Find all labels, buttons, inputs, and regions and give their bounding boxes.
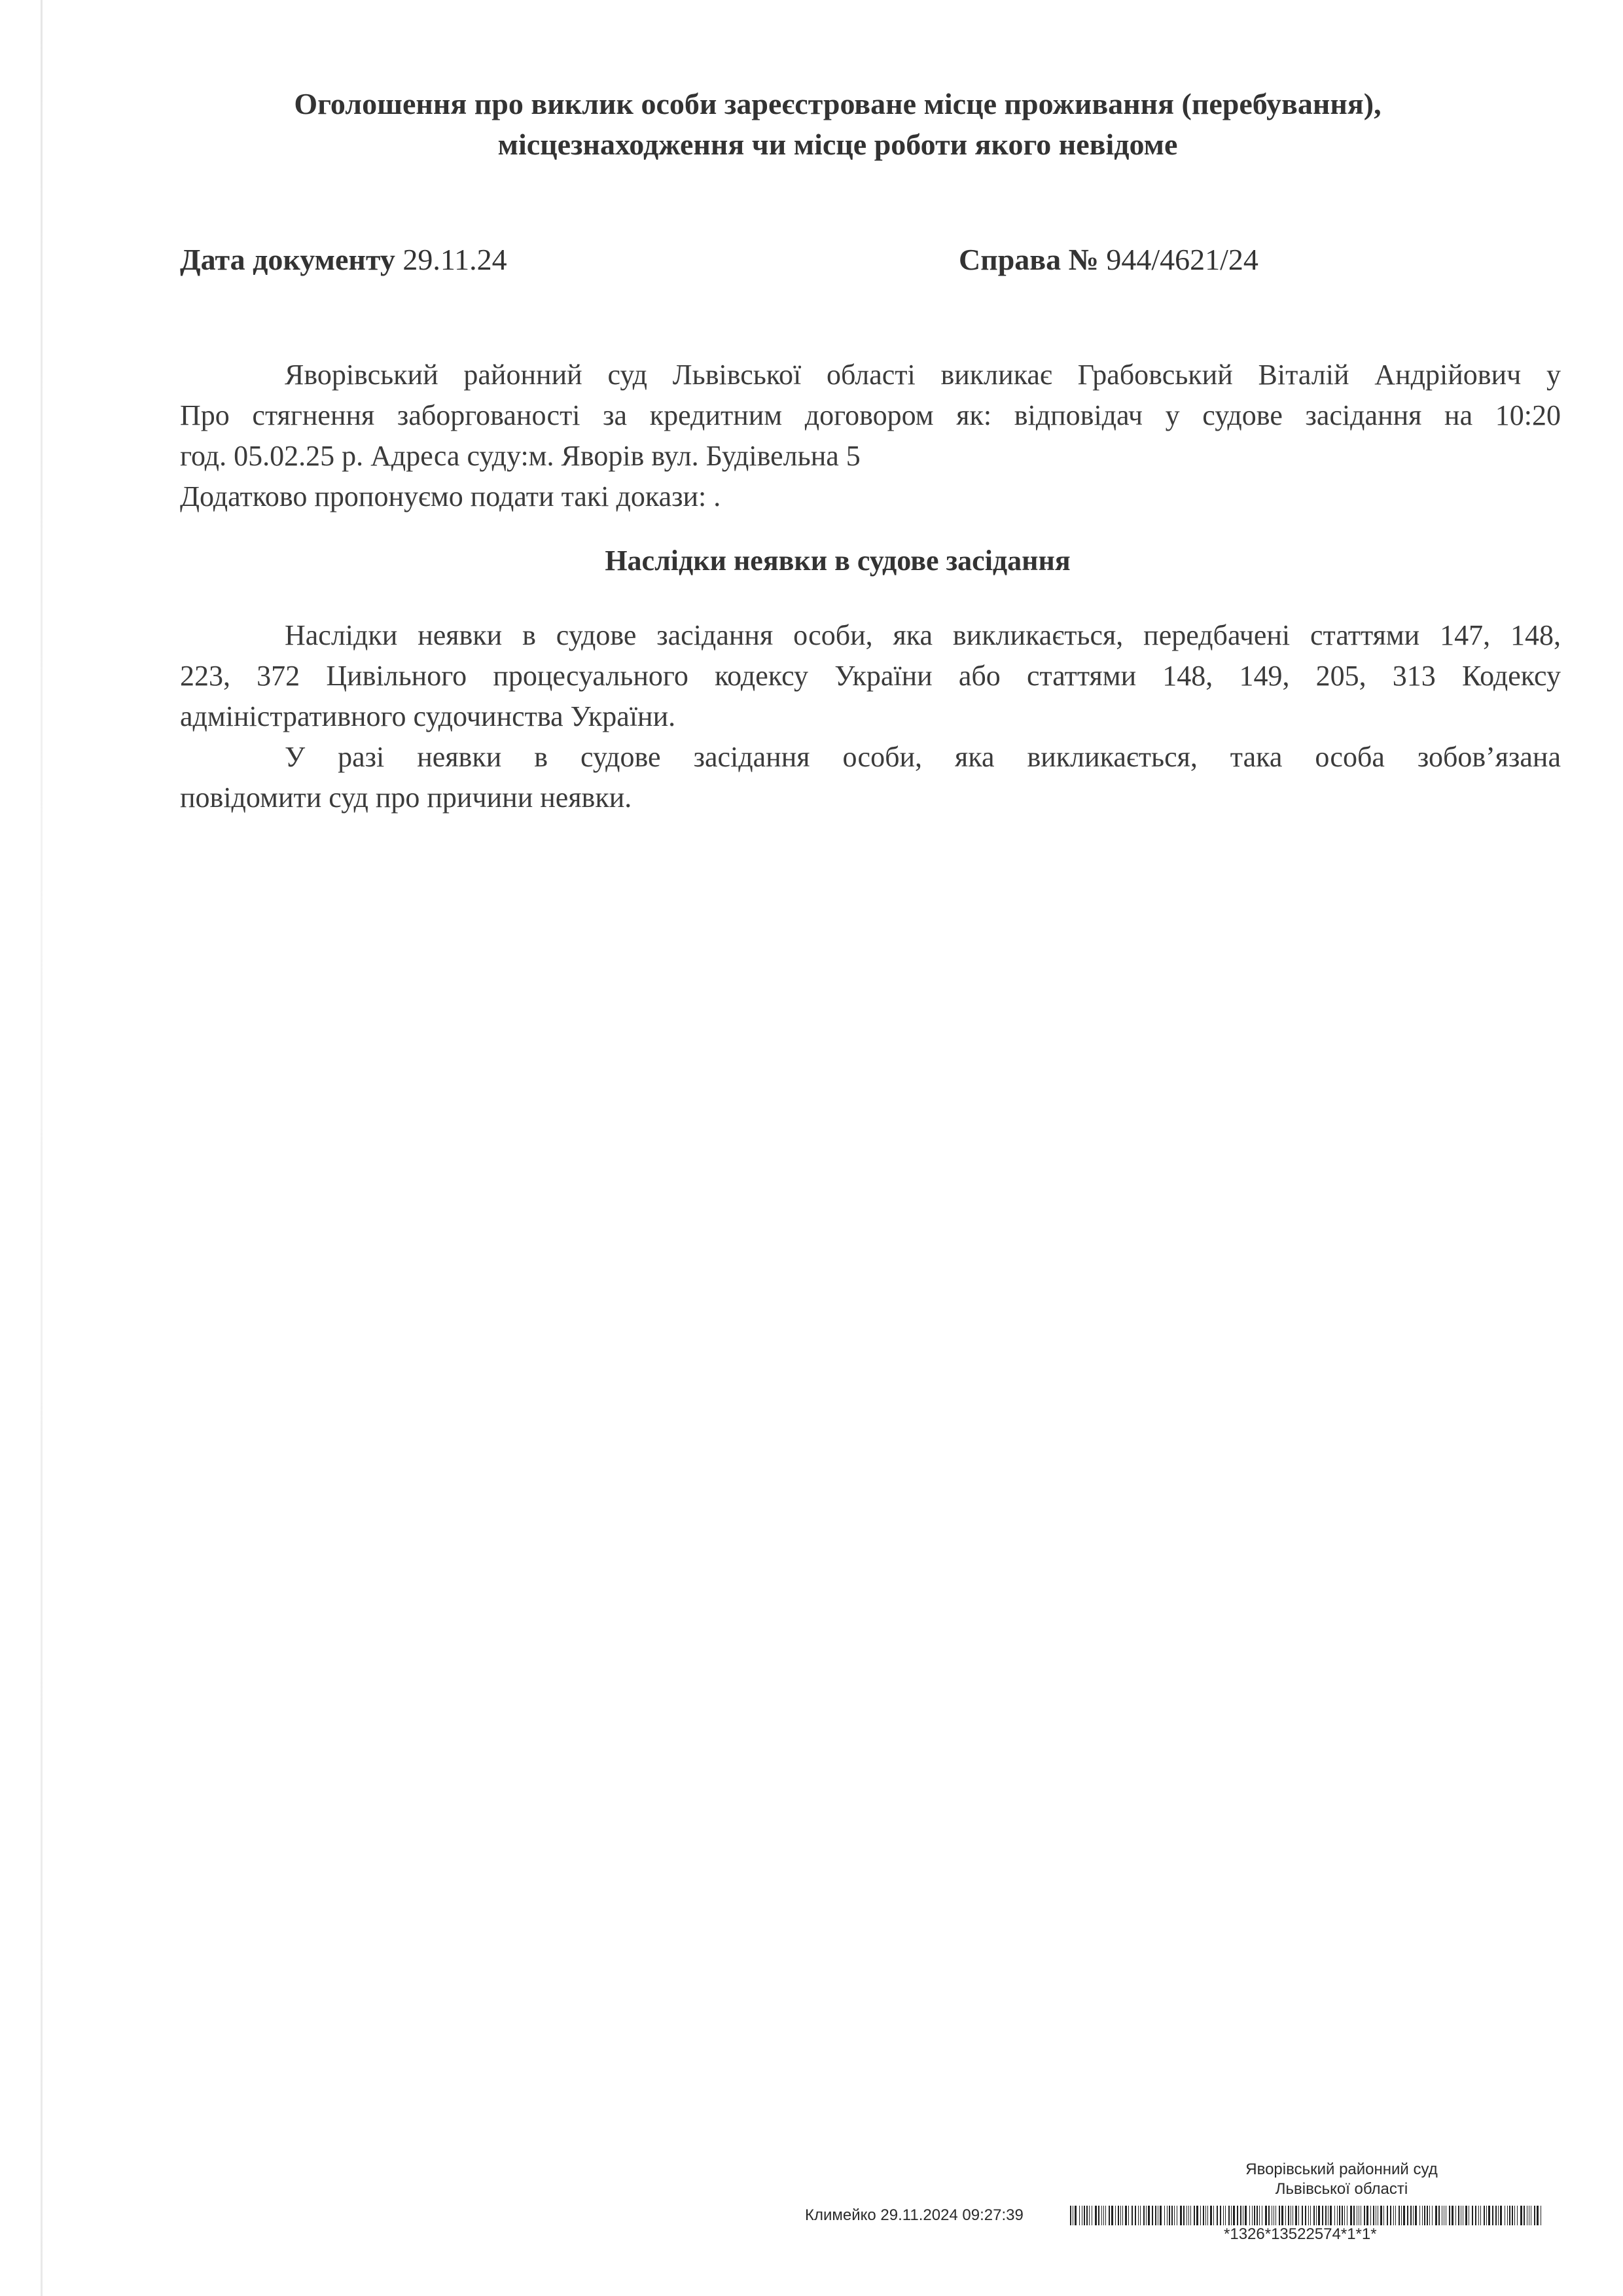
- barcode-bar: [1429, 2206, 1430, 2225]
- barcode-bar: [1512, 2206, 1513, 2225]
- barcode-bar: [1509, 2206, 1510, 2225]
- barcode-bar: [1350, 2206, 1352, 2225]
- barcode-bar: [1537, 2206, 1539, 2225]
- barcode-bar: [1449, 2206, 1450, 2225]
- barcode-bar: [1330, 2206, 1332, 2225]
- barcode-bar: [1196, 2206, 1198, 2225]
- barcode-bar: [1364, 2206, 1365, 2225]
- barcode-bar: [1205, 2206, 1206, 2225]
- barcode-bar: [1344, 2206, 1345, 2225]
- consequences-p2-line-1: У разі неявки в судове засідання особи, яка викликається, така особа зобов’язана: [285, 741, 1561, 773]
- barcode-bar: [1498, 2206, 1499, 2225]
- barcode-bar: [1249, 2206, 1250, 2225]
- barcode-bar: [1070, 2206, 1071, 2225]
- barcode-bar: [1514, 2206, 1515, 2225]
- barcode-bar: [1302, 2206, 1303, 2225]
- barcode-bar: [1370, 2206, 1371, 2225]
- barcode-bar: [1188, 2206, 1189, 2225]
- barcode-bar: [1213, 2206, 1214, 2225]
- barcode-bar: [1089, 2206, 1090, 2225]
- barcode-bar: [1500, 2206, 1502, 2225]
- barcode-bar: [1422, 2206, 1423, 2225]
- barcode-bar: [1217, 2206, 1218, 2225]
- barcode-bar: [1366, 2206, 1368, 2225]
- barcode-bar: [1507, 2206, 1508, 2225]
- barcode-bar: [1101, 2206, 1102, 2225]
- barcode-bar: [1207, 2206, 1208, 2225]
- barcode-bar: [1233, 2206, 1235, 2225]
- barcode-bar: [1410, 2206, 1412, 2225]
- barcode-bar: [1079, 2206, 1080, 2225]
- barcode-bar: [1245, 2206, 1247, 2225]
- barcode-bar: [1254, 2206, 1255, 2225]
- barcode-bar: [1190, 2206, 1191, 2225]
- scan-edge-shadow: [41, 0, 43, 2296]
- barcode-bar: [1210, 2206, 1212, 2225]
- document-meta: [180, 240, 1554, 285]
- barcode-bar: [1231, 2206, 1232, 2225]
- barcode-bar: [1174, 2206, 1175, 2225]
- barcode-bar: [1118, 2206, 1119, 2225]
- stamp-clerk-timestamp: Климейко 29.11.2024 09:27:39: [805, 2206, 1024, 2224]
- stamp-court-line-1: Яворівський районний суд: [1245, 2161, 1438, 2178]
- barcode-bar: [1486, 2206, 1487, 2225]
- barcode-bar: [1310, 2206, 1311, 2225]
- barcode-bar: [1517, 2206, 1518, 2225]
- barcode-bar: [1125, 2206, 1127, 2225]
- stamp-court-name: [1204, 2160, 1479, 2199]
- barcode-bar: [1086, 2206, 1088, 2225]
- barcode-bar: [1339, 2206, 1340, 2225]
- barcode-bar: [1387, 2206, 1388, 2225]
- barcode-bar: [1140, 2206, 1141, 2225]
- summons-line-4: Додатково пропонуємо подати такі докази: .: [180, 480, 721, 512]
- barcode-bar: [1334, 2206, 1335, 2225]
- barcode-bar: [1265, 2206, 1267, 2225]
- barcode-bar: [1458, 2206, 1459, 2225]
- barcode-bar: [1534, 2206, 1535, 2225]
- barcode-bar: [1399, 2206, 1400, 2225]
- barcode-bar: [1169, 2206, 1170, 2225]
- consequences-text: [180, 615, 1561, 818]
- barcode-bar: [1424, 2206, 1425, 2225]
- case-label: Справа №: [959, 243, 1099, 276]
- barcode-graphic: [1070, 2206, 1544, 2225]
- barcode-bar: [1313, 2206, 1315, 2225]
- barcode-bar: [1427, 2206, 1428, 2225]
- barcode-bar: [1472, 2206, 1473, 2225]
- barcode-bar: [1237, 2206, 1238, 2225]
- barcode-bar: [1524, 2206, 1525, 2225]
- barcode-bar: [1155, 2206, 1156, 2225]
- barcode-bar: [1308, 2206, 1309, 2225]
- barcode-bar: [1098, 2206, 1099, 2225]
- barcode-bar: [1120, 2206, 1121, 2225]
- barcode-bar: [1095, 2206, 1097, 2225]
- barcode-bar: [1164, 2206, 1165, 2225]
- consequences-p1-line-2: 223, 372 Цивільного процесуального кодексу України або статтями 148, 149, 205, 313 Кодексу: [180, 660, 1561, 692]
- barcode-bar: [1318, 2206, 1320, 2225]
- barcode-bar: [1203, 2206, 1204, 2225]
- barcode-bar: [1435, 2206, 1437, 2225]
- barcode-bar: [1122, 2206, 1123, 2225]
- stamp-court-line-2: Львівської області: [1275, 2180, 1408, 2198]
- barcode-bar: [1316, 2206, 1317, 2225]
- barcode-bar: [1268, 2206, 1270, 2225]
- barcode-bar: [1383, 2206, 1384, 2225]
- barcode-bar: [1252, 2206, 1253, 2225]
- barcode-bar: [1143, 2206, 1145, 2225]
- barcode-bar: [1146, 2206, 1147, 2225]
- barcode-bar: [1275, 2206, 1276, 2225]
- title-line-1: Оголошення про виклик особи зареєстроване місце проживання (перебування),: [294, 87, 1382, 120]
- barcode-bar: [1480, 2206, 1481, 2225]
- barcode-bar: [1171, 2206, 1173, 2225]
- barcode-bar: [1520, 2206, 1522, 2225]
- barcode-bar: [1305, 2206, 1306, 2225]
- barcode-bar: [1484, 2206, 1485, 2225]
- barcode-bar: [1380, 2206, 1382, 2225]
- barcode-bar: [1180, 2206, 1182, 2225]
- barcode-bar: [1225, 2206, 1226, 2225]
- barcode-bar: [1403, 2206, 1405, 2225]
- barcode-bar: [1160, 2206, 1162, 2225]
- barcode-bar: [1455, 2206, 1456, 2225]
- barcode-bar: [1115, 2206, 1116, 2225]
- barcode-bar: [1183, 2206, 1185, 2225]
- barcode-bar: [1200, 2206, 1201, 2225]
- barcode-bar: [1223, 2206, 1224, 2225]
- barcode-bar: [1103, 2206, 1104, 2225]
- barcode-bar: [1395, 2206, 1396, 2225]
- barcode-bar: [1109, 2206, 1110, 2225]
- barcode-bar: [1298, 2206, 1299, 2225]
- barcode-bar: [1285, 2206, 1286, 2225]
- barcode-bar: [1465, 2206, 1467, 2225]
- barcode-bar: [1084, 2206, 1085, 2225]
- barcode-bar: [1337, 2206, 1338, 2225]
- barcode-bar: [1393, 2206, 1394, 2225]
- barcode-bar: [1353, 2206, 1355, 2225]
- barcode-bar: [1194, 2206, 1195, 2225]
- barcode-bar: [1075, 2206, 1077, 2225]
- barcode-bar: [1432, 2206, 1433, 2225]
- barcode-bar: [1322, 2206, 1323, 2225]
- document-date: [180, 240, 507, 280]
- barcode-bar: [1488, 2206, 1490, 2225]
- date-value: 29.11.24: [402, 243, 507, 276]
- barcode-bar: [1495, 2206, 1497, 2225]
- summons-line-3: год. 05.02.25 р. Адреса суду:м. Яворів вул. Будівельна 5: [180, 440, 861, 472]
- summons-text: [180, 355, 1561, 517]
- barcode-bar: [1288, 2206, 1289, 2225]
- barcode-bar: [1407, 2206, 1408, 2225]
- barcode-bar: [1438, 2206, 1440, 2225]
- barcode-bar: [1220, 2206, 1221, 2225]
- case-number: [959, 240, 1258, 280]
- barcode-bar: [1259, 2206, 1260, 2225]
- document-title: [249, 84, 1427, 165]
- barcode-bar: [1186, 2206, 1187, 2225]
- barcode-bar: [1413, 2206, 1414, 2225]
- barcode-bar: [1328, 2206, 1329, 2225]
- barcode-bar: [1240, 2206, 1241, 2225]
- barcode-bar: [1475, 2206, 1476, 2225]
- barcode-bar: [1281, 2206, 1283, 2225]
- barcode-bar: [1152, 2206, 1153, 2225]
- barcode-bar: [1452, 2206, 1454, 2225]
- date-label: Дата документу: [180, 243, 395, 276]
- barcode-bar: [1478, 2206, 1479, 2225]
- barcode-bar: [1132, 2206, 1133, 2225]
- barcode-bar: [1228, 2206, 1230, 2225]
- barcode-bar: [1390, 2206, 1391, 2225]
- barcode-bar: [1138, 2206, 1139, 2225]
- consequences-p1-line-1: Наслідки неявки в судове засідання особи, яка викликається, передбачені статтями 147, 148,: [285, 619, 1561, 651]
- barcode-bar: [1257, 2206, 1258, 2225]
- consequences-p1-line-3: адміністративного судочинства України.: [180, 700, 676, 732]
- barcode-caption: *1326*13522574*1*1*: [1224, 2225, 1377, 2243]
- summons-line-2: Про стягнення заборгованості за кредитним договором як: відповідач у судове засідання на 10:20: [180, 399, 1561, 431]
- barcode-bar: [1415, 2206, 1417, 2225]
- barcode-bar: [1401, 2206, 1402, 2225]
- barcode-bar: [1342, 2206, 1343, 2225]
- barcode-bar: [1419, 2206, 1420, 2225]
- barcode-bar: [1295, 2206, 1297, 2225]
- barcode-bar: [1492, 2206, 1493, 2225]
- case-value: 944/4621/24: [1106, 243, 1258, 276]
- barcode-bar: [1128, 2206, 1129, 2225]
- barcode-bar: [1135, 2206, 1136, 2225]
- summons-line-1: Яворівський районний суд Львівської області викликає Грабовський Віталій Андрійович у: [285, 359, 1561, 391]
- barcode-bar: [1105, 2206, 1106, 2225]
- consequences-title: Наслідки неявки в судове засідання: [605, 545, 1071, 577]
- consequences-p2-line-2: повідомити суд про причини неявки.: [180, 781, 632, 814]
- barcode-bar: [1373, 2206, 1374, 2225]
- barcode-bar: [1167, 2206, 1168, 2225]
- title-line-2: місцезнаходження чи місце роботи якого невідоме: [497, 128, 1178, 161]
- barcode-bar: [1279, 2206, 1280, 2225]
- barcode-bar: [1325, 2206, 1327, 2225]
- barcode-bar: [1148, 2206, 1150, 2225]
- barcode-bar: [1111, 2206, 1113, 2225]
